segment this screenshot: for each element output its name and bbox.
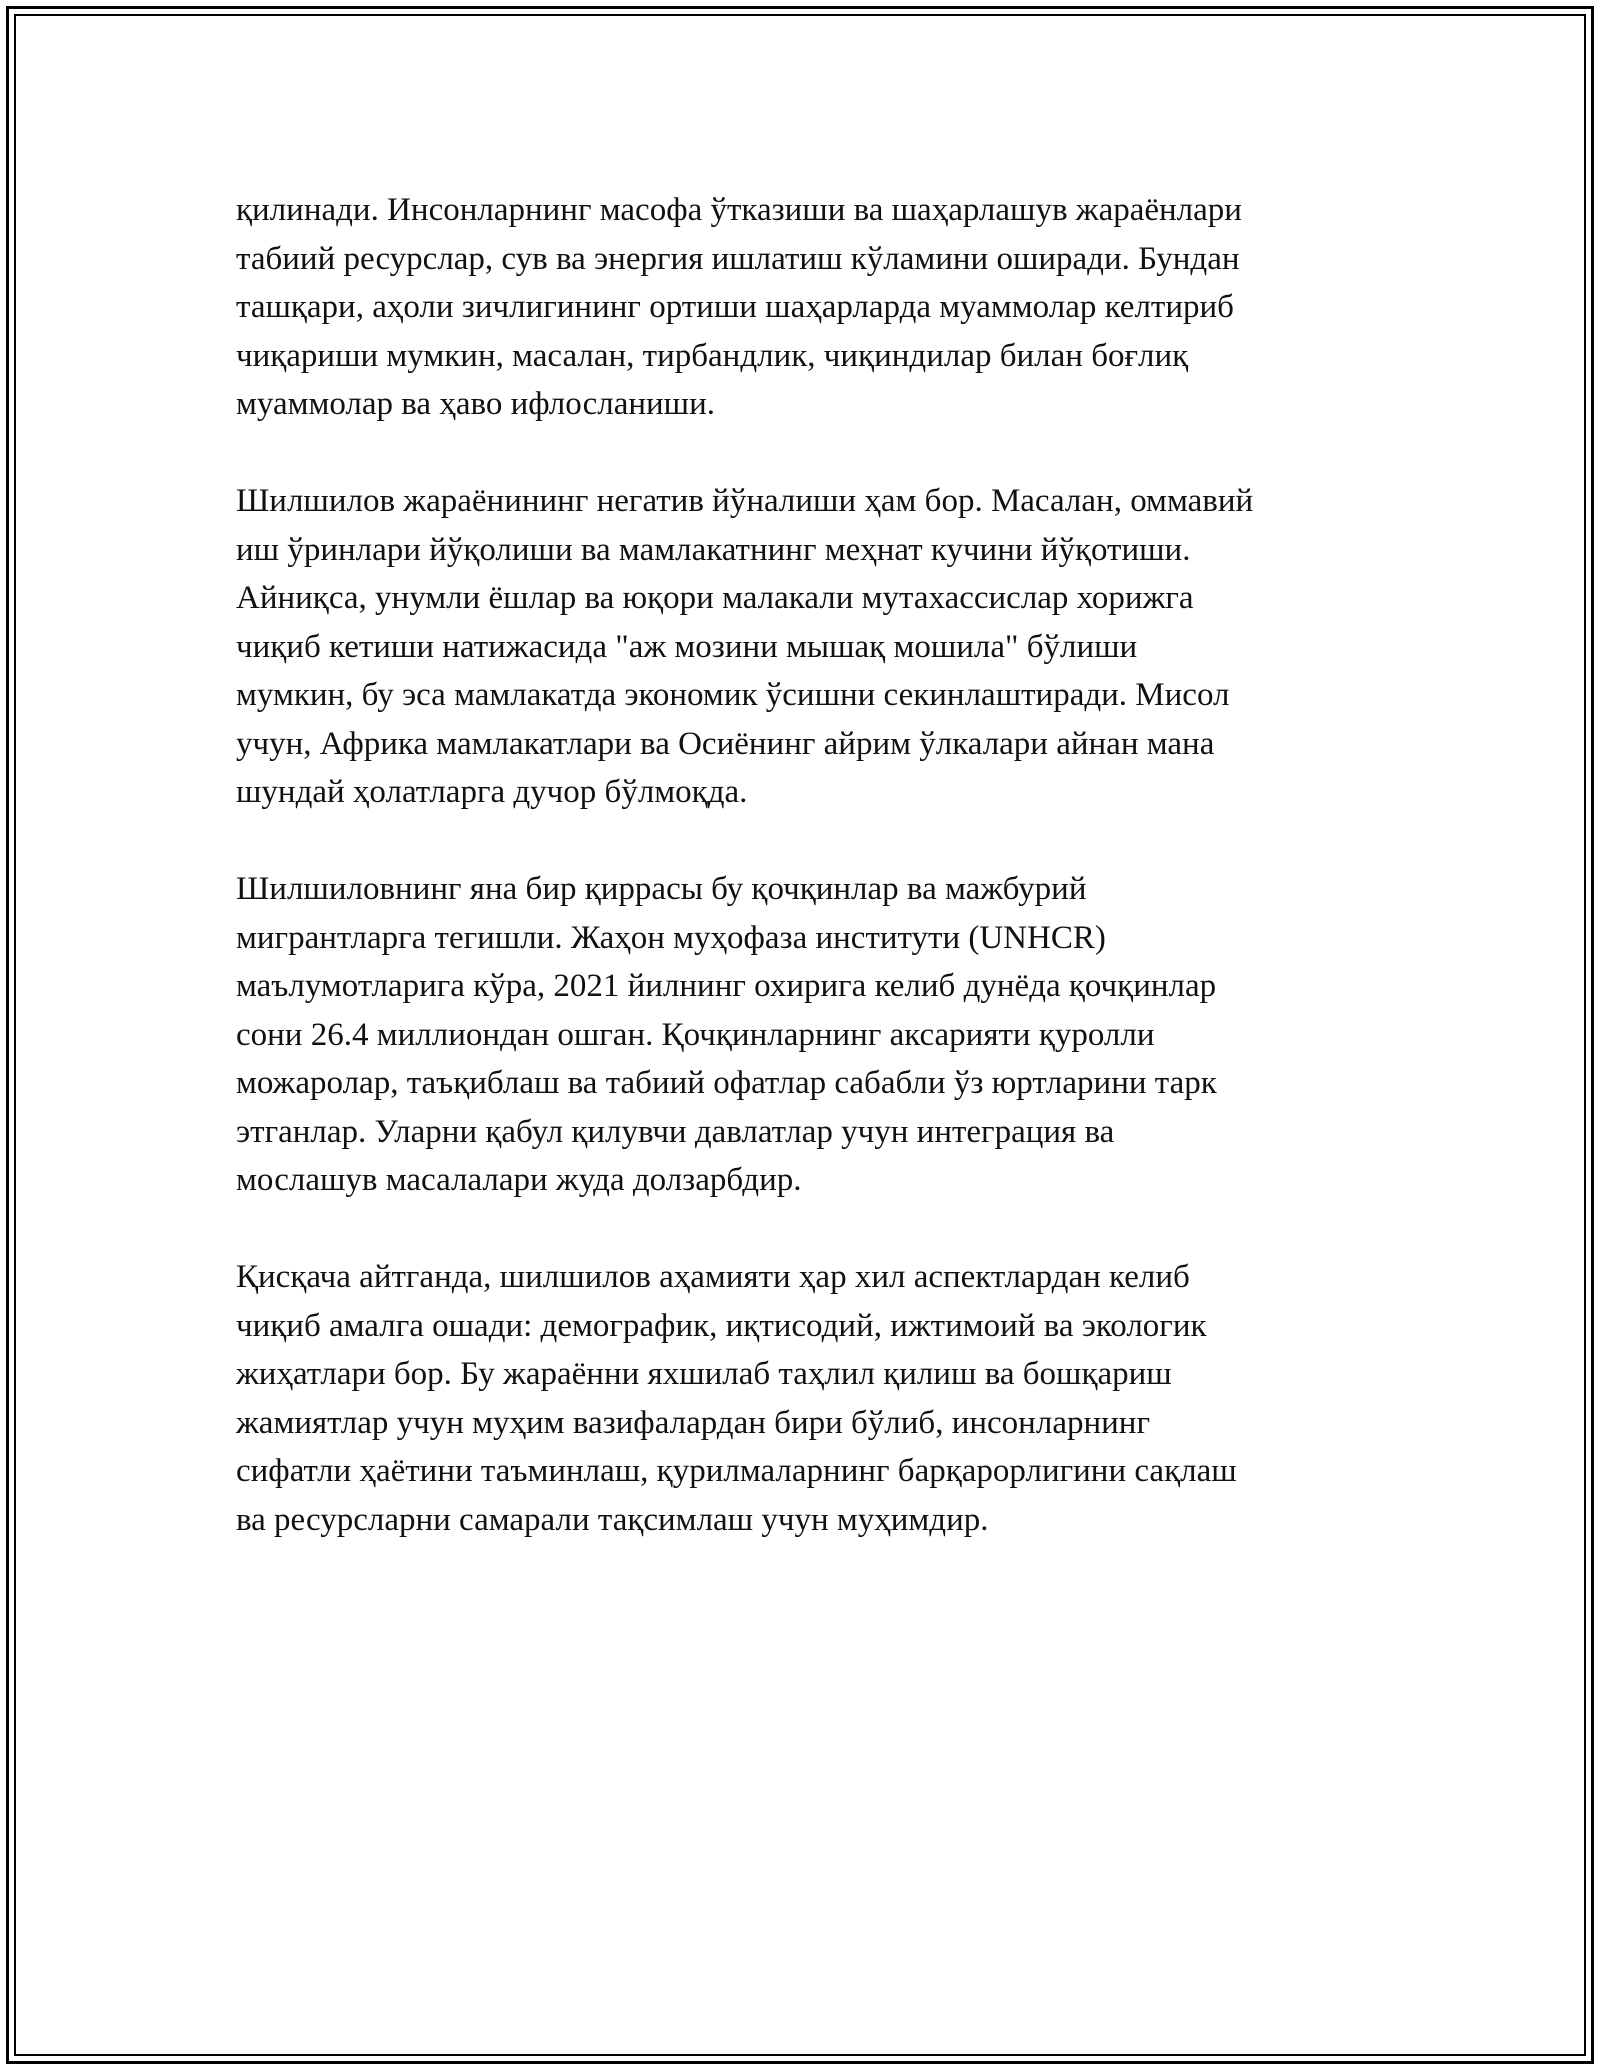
paragraph-3: Шилшиловнинг яна бир қиррасы бу қочқинлар ва мажбурий мигрантларга тегишли. Жаҳон муҳофаза институти (UNHCR) маълумотларига кўра, 2021 йилнинг охирига келиб дунёда қочқинлар сони 26.4 миллиондан ошган. Қочқинларнинг аксарияти қуролли можаролар, таъқиблаш ва табиий офатлар сабабли ўз юртларини тарк этганлар. Уларни қабул қилувчи давлатлар учун интеграция ва мослашув масалалари жуда долзарбдир. — [236, 871, 1217, 1198]
paragraph-1: қилинади. Инсонларнинг масофа ўтказиши ва шаҳарлашув жараёнлари табиий ресурслар, сув ва энергия ишлатиш кўламини оширади. Бундан ташқари, аҳоли зичлигининг ортиши шаҳарларда муаммолар келтириб чиқариши мумкин, масалан, тирбандлик, чиқиндилар билан боғлиқ муаммолар ва ҳаво ифлосланиши. — [236, 192, 1242, 422]
paragraph-2: Шилшилов жараёнининг негатив йўналиши ҳам бор. Масалан, оммавий иш ўринлари йўқолиши ва мамлакатнинг меҳнат кучини йўқотиши. Айниқса, унумли ёшлар ва юқори малакали мутахассислар хорижга чиқиб кетиши натижасида "аж мозини мышақ мошила" бўлиши мумкин, бу эса мамлакатда экономик ўсишни секинлаштиради. Мисол учун, Африка мамлакатлари ва Осиёнинг айрим ўлкалари айнан мана шундай ҳолатларга дучор бўлмоқда. — [236, 483, 1254, 810]
paragraph-4: Қисқача айтганда, шилшилов аҳамияти ҳар хил аспектлардан келиб чиқиб амалга ошади: демографик, иқтисодий, ижтимоий ва экологик жиҳатлари бор. Бу жараённи яхшилаб таҳлил қилиш ва бошқариш жамиятлар учун муҳим вазифалардан бири бўлиб, инсонларнинг сифатли ҳаётини таъминлаш, қурилмаларнинг барқарорлигини сақлаш ва ресурсларни самарали тақсимлаш учун муҳимдир. — [236, 1259, 1237, 1538]
document-body — [236, 186, 1386, 1593]
